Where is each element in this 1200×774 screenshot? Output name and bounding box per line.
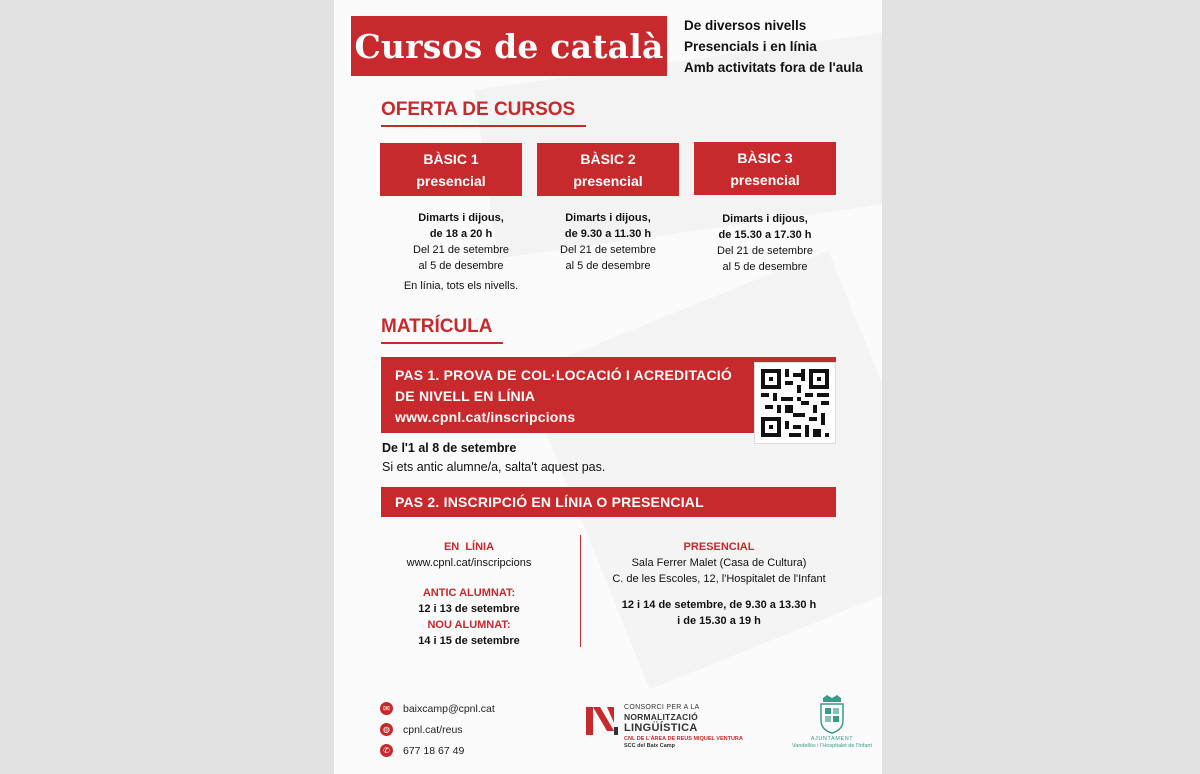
course-time: de 9.30 a 11.30 h <box>564 228 652 240</box>
enrollment-heading-underline <box>381 342 503 344</box>
course-mode: presencial <box>416 172 486 189</box>
tagline-line: Presencials i en línia <box>684 39 817 54</box>
course-end: al 5 de desembre <box>418 260 504 272</box>
cpnl-logo <box>584 700 744 756</box>
course-time: de 15.30 a 17.30 h <box>718 229 812 241</box>
poster <box>334 0 882 774</box>
step1-note: Si ets antic alumne/a, salta't aquest pas. <box>382 460 606 474</box>
course-level: BÀSIC 2 <box>580 150 636 167</box>
contact-phone[interactable] <box>380 744 464 757</box>
enrollment-heading: MATRÍCULA <box>381 316 493 337</box>
contact-phone-text: 677 18 67 49 <box>403 744 465 757</box>
course-mode: presencial <box>730 171 800 188</box>
in-person-hours: 12 i 14 de setembre, de 9.30 a 13.30 h <box>621 599 817 611</box>
contact-email[interactable] <box>380 702 495 715</box>
cpnl-logo-subline: SCC del Baix Camp <box>624 743 676 749</box>
course-end: al 5 de desembre <box>722 261 808 273</box>
page-title: Cursos de català <box>351 16 667 76</box>
coat-of-arms-icon <box>815 694 849 734</box>
online-note: En línia, tots els nivells. <box>403 280 519 292</box>
course-days: Dimarts i dijous, <box>418 212 504 224</box>
tagline <box>684 15 863 78</box>
cpnl-logo-subline: CNL DE L'ÀREA DE REUS MIQUEL VENTURA <box>624 736 743 742</box>
contact-email-text: baixcamp@cpnl.cat <box>403 702 495 715</box>
new-students-dates: 14 i 15 de setembre <box>418 635 520 647</box>
course-time: de 18 a 20 h <box>429 228 493 240</box>
qr-code[interactable] <box>754 362 836 444</box>
course-box-basic-1 <box>380 143 522 196</box>
course-info-basic-3 <box>685 211 845 275</box>
email-icon: ✉ <box>380 702 393 715</box>
course-days: Dimarts i dijous, <box>565 212 651 224</box>
column-divider <box>580 535 581 647</box>
tagline-line: Amb activitats fora de l'aula <box>684 60 863 75</box>
course-end: al 5 de desembre <box>565 260 651 272</box>
online-heading: EN LÍNIA <box>443 541 495 553</box>
step1-date-range: De l'1 al 8 de setembre <box>382 441 517 455</box>
ajuntament-name: Vandellòs i l'Hospitalet de l'Infant <box>792 743 872 749</box>
step1-title-line: PAS 1. PROVA DE COL·LOCACIÓ I ACREDITACIÓ <box>395 367 732 383</box>
tagline-line: De diversos nivells <box>684 18 807 33</box>
in-person-hours-afternoon: i de 15.30 a 19 h <box>677 615 761 627</box>
ajuntament-logo <box>782 694 882 754</box>
step1-title-line: DE NIVELL EN LÍNIA <box>395 388 536 404</box>
course-level: BÀSIC 1 <box>423 150 479 167</box>
course-box-basic-3 <box>694 142 836 195</box>
online-column <box>389 539 549 649</box>
offer-heading-underline <box>381 125 586 127</box>
step1-url[interactable]: www.cpnl.cat/inscripcions <box>395 409 576 425</box>
contact-web-text: cpnl.cat/reus <box>403 723 463 736</box>
cpnl-logo-line: NORMALITZACIÓ <box>624 712 698 722</box>
ajuntament-label: AJUNTAMENT <box>810 736 854 742</box>
course-level: BÀSIC 3 <box>737 149 793 166</box>
cpnl-logo-mark-icon <box>584 703 620 739</box>
step2-banner <box>381 487 836 517</box>
online-url[interactable]: www.cpnl.cat/inscripcions <box>406 557 532 569</box>
offer-heading: OFERTA DE CURSOS <box>381 99 576 120</box>
course-info-basic-2 <box>528 210 688 274</box>
course-start: Del 21 de setembre <box>717 245 813 257</box>
former-students-heading: ANTIC ALUMNAT: <box>422 587 516 599</box>
course-days: Dimarts i dijous, <box>722 213 808 225</box>
phone-icon: ✆ <box>380 744 393 757</box>
course-box-basic-2 <box>537 143 679 196</box>
step1-dates <box>382 439 605 477</box>
in-person-column <box>596 539 842 629</box>
in-person-heading: PRESENCIAL <box>683 541 755 553</box>
in-person-place: Sala Ferrer Malet (Casa de Cultura) <box>631 557 807 569</box>
step1-text <box>395 365 732 428</box>
qr-code-icon <box>761 369 829 437</box>
course-mode: presencial <box>573 172 643 189</box>
in-person-address: C. de les Escoles, 12, l'Hospitalet de l'Infant <box>612 573 826 585</box>
contact-web[interactable] <box>380 723 463 736</box>
cpnl-logo-line: CONSORCI PER A LA <box>624 704 700 711</box>
cpnl-logo-line: LINGÜÍSTICA <box>624 722 698 734</box>
course-info-basic-1 <box>381 210 541 274</box>
step2-title: PAS 2. INSCRIPCIÓ EN LÍNIA O PRESENCIAL <box>395 494 704 510</box>
former-students-dates: 12 i 13 de setembre <box>418 603 520 615</box>
course-start: Del 21 de setembre <box>413 244 509 256</box>
course-start: Del 21 de setembre <box>560 244 656 256</box>
web-icon: ◍ <box>380 723 393 736</box>
new-students-heading: NOU ALUMNAT: <box>427 619 511 631</box>
